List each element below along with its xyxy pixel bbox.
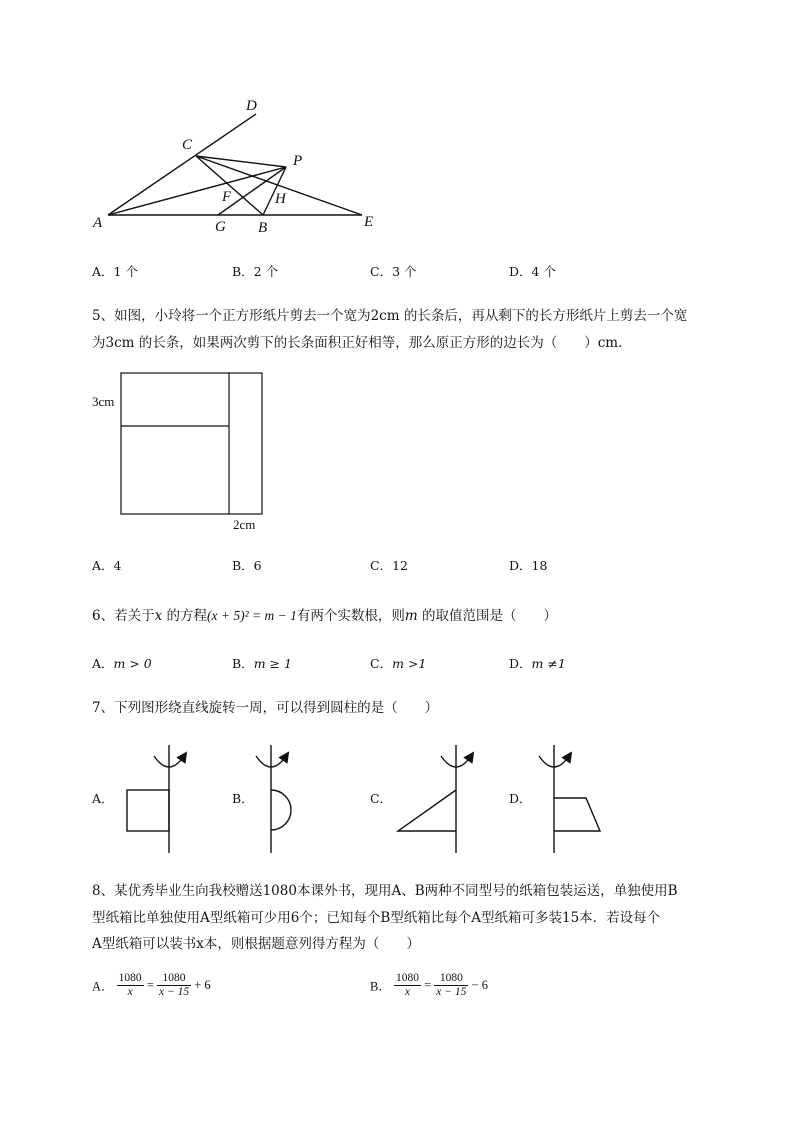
q6-equation: (x + 5)² = m − 1 [207,608,297,623]
q6-var-x: x [154,608,163,624]
q8-stem-line2: 型纸箱比单独使用A型纸箱可少用6个；已知每个B型纸箱比每个A型纸箱可多装15本．若设每个 [92,910,661,926]
q8-option-a-tail: + 6 [194,978,211,992]
q6-option-b-letter: B． [232,656,254,671]
q8-option-b-letter: B． [370,979,391,994]
q6-mid: 的方程 [162,608,208,624]
q8-option-a-eq: = [146,978,154,992]
label-F: F [222,189,232,205]
q8-stem-line3: A型纸箱可以装书x本，则根据题意列得方程为（ ） [92,936,420,952]
q6-option-b-expr: m ≥ 1 [253,656,292,671]
q5-option-b[interactable]: B．6 [232,558,262,573]
q7-option-a[interactable]: A． [92,791,114,806]
q6-var-m: m [404,608,418,624]
q8-option-b[interactable] [370,972,488,999]
q6-suffix1: 有两个实数根，则 [296,608,405,624]
q5-label-2cm: 2cm [233,517,256,532]
q6-option-a-letter: A． [92,656,114,671]
q5-stem-line1: 5、如图，小玲将一个正方形纸片剪去一个宽为2cm 的长条后，再从剩下的长方形纸片上剪去一个宽 [92,308,688,324]
q8-option-a-letter: A． [92,979,114,994]
q4-option-d[interactable]: D．4 个 [509,264,556,279]
q8-option-a-frac1: $\frac{1080}{x}$ [118,972,142,998]
q4-option-b[interactable]: B．2 个 [232,264,279,279]
q4-option-a[interactable]: A．1 个 [92,264,138,279]
q8-option-b-frac2: $\frac{1080}{x - 15}$ [436,972,467,998]
label-P: P [293,153,303,169]
label-B: B [258,220,268,236]
label-D: D [246,98,257,114]
label-E: E [364,214,374,230]
q6-option-c-expr: m >1 [392,656,427,671]
q7-option-b[interactable]: B． [232,791,254,806]
q6-option-c-letter: C． [370,656,393,671]
q8-option-a-frac2: $\frac{1080}{x - 15}$ [158,972,190,998]
q6-prefix: 6、若关于 [92,608,155,624]
q6-option-a-expr: m > 0 [113,656,152,671]
q4-option-c[interactable]: C．3 个 [370,264,417,279]
q6-option-d-expr: m ≠1 [531,656,566,671]
q8-option-a[interactable] [92,972,211,999]
q5-option-d[interactable]: D．18 [509,558,548,573]
q8-stem-line1: 8、某优秀毕业生向我校赠送1080本课外书，现用A、B两种不同型号的纸箱包装运送，单独使用B [92,883,678,899]
q8-option-b-tail: − 6 [471,978,488,992]
label-A: A [93,215,103,231]
q8-option-b-frac1: $\frac{1080}{x}$ [395,972,419,998]
q5-option-a[interactable]: A．4 [92,558,122,573]
label-G: G [215,219,226,235]
q5-option-c[interactable]: C．12 [370,558,408,573]
q8-option-b-eq: = [424,978,432,992]
q6-option-d-letter: D． [509,656,532,671]
q6-suffix2: 的取值范围是（ ） [417,608,557,624]
q5-stem-line2: 为3cm 的长条，如果两次剪下的长条面积正好相等，那么原正方形的边长为（ ）cm． [92,335,632,351]
q7-option-d[interactable]: D． [509,791,532,806]
q5-label-3cm: 3cm [92,394,115,409]
q7-stem: 7、下列图形绕直线旋转一周，可以得到圆柱的是（ ） [92,700,439,716]
label-C: C [182,137,193,153]
q7-option-c[interactable]: C． [370,791,393,806]
label-H: H [275,191,286,207]
